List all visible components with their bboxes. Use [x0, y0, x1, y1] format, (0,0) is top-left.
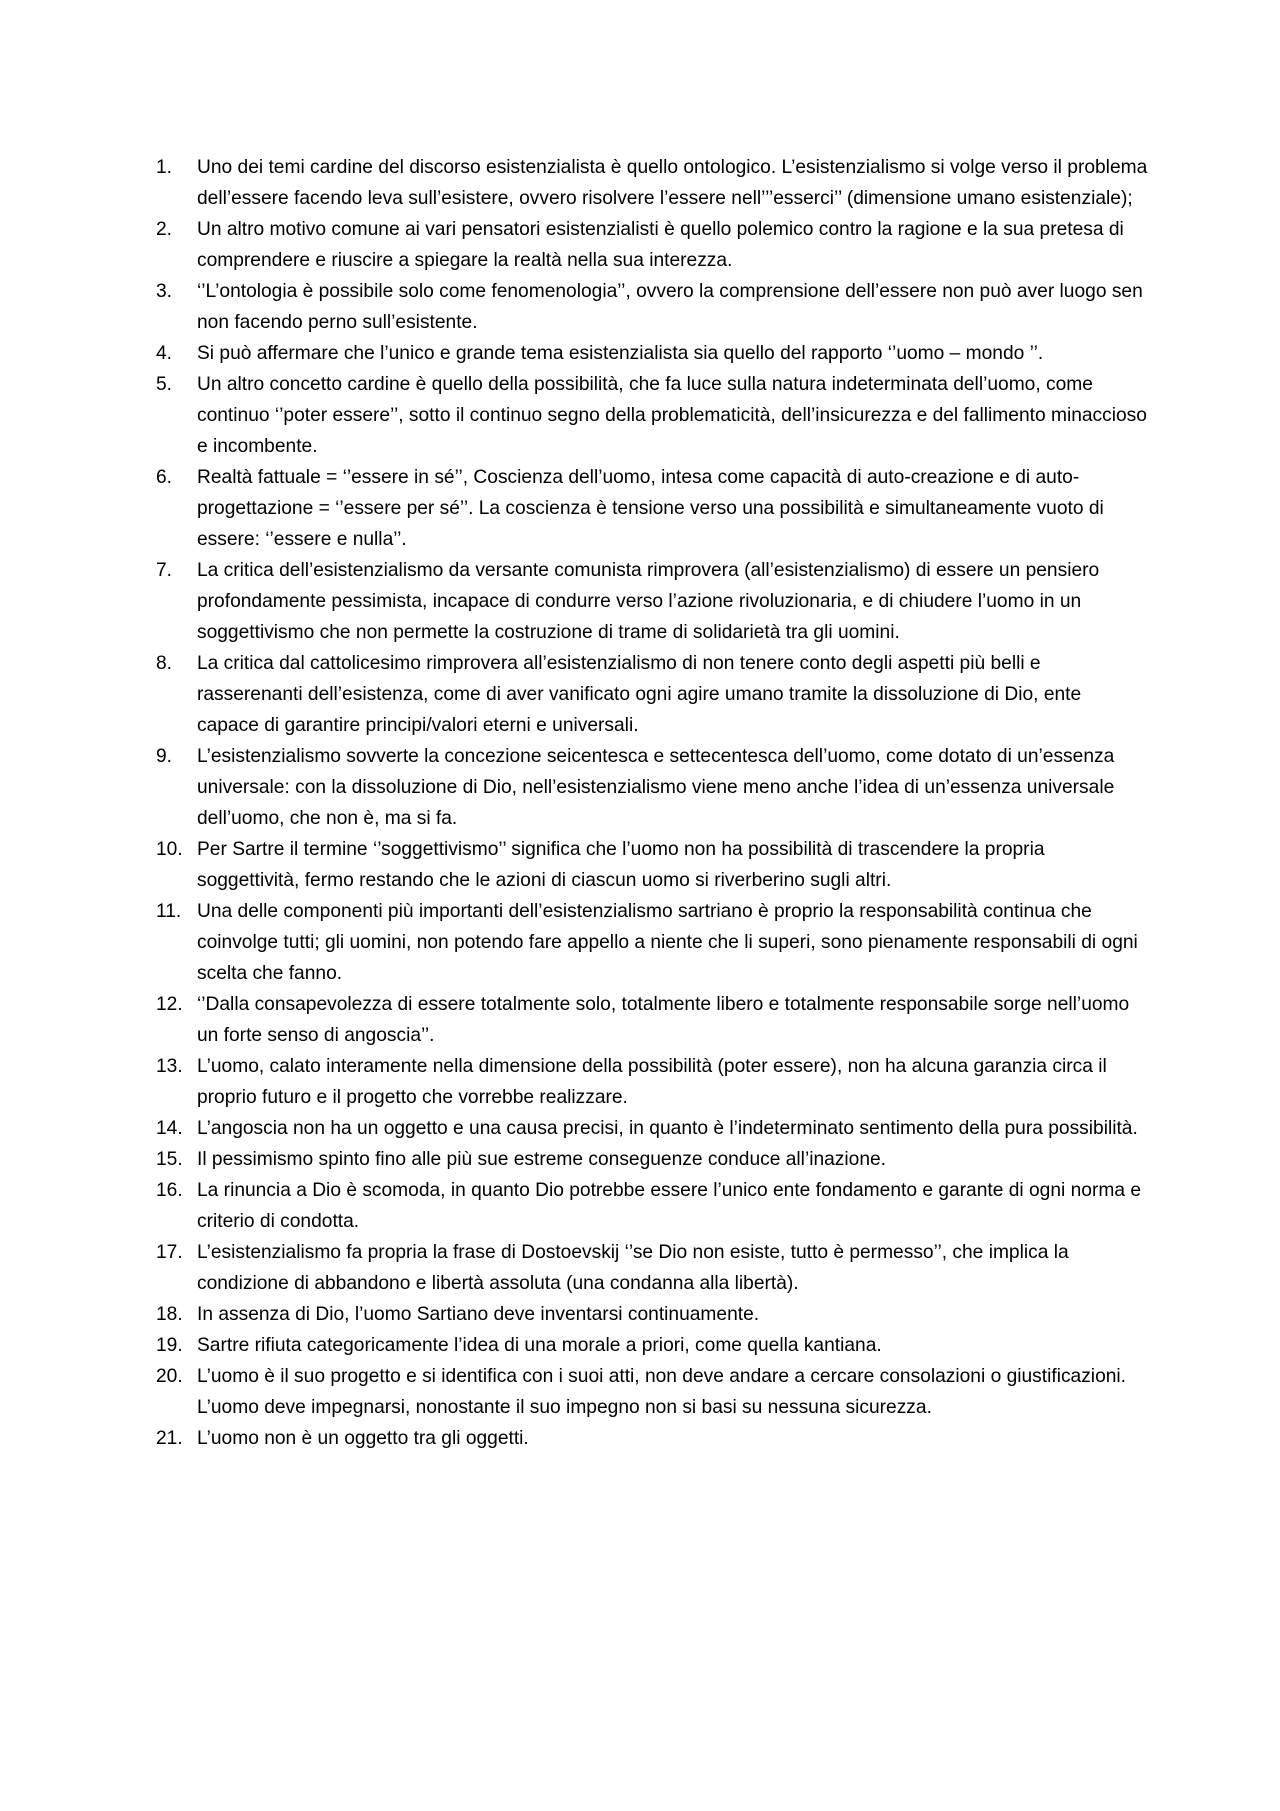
item-text: Un altro concetto cardine è quello della possibilità, che fa luce sulla natura indeterminata dell’uomo, come continuo ‘’poter essere’’, sotto il continuo segno della problematicità, dell’insicurezza e del fallimento minaccioso e incombente. [197, 374, 1147, 457]
list-item [156, 276, 1156, 338]
item-number: 21. [156, 1428, 183, 1449]
item-number: 7. [156, 560, 173, 581]
list-item [156, 214, 1156, 276]
item-text: La critica dell’esistenzialismo da versante comunista rimprovera (all’esistenzialismo) di essere un pensiero profondamente pessimista, incapace di condurre verso l’azione rivoluzionaria, e di chiudere l’uomo in un soggettivismo che non permette la costruzione di trame di solidarietà tra gli uomini. [197, 560, 1100, 643]
item-number: 11. [156, 901, 182, 922]
item-number: 20. [156, 1366, 183, 1387]
item-number: 1. [156, 157, 173, 178]
item-number: 9. [156, 746, 173, 767]
item-number: 2. [156, 219, 173, 240]
item-text: Realtà fattuale = ‘’essere in sé’’, Coscienza dell’uomo, intesa come capacità di auto-creazione e di auto-progettazione = ‘’essere per sé’’. La coscienza è tensione verso una possibilità e simultaneamente vuoto di essere: ‘’essere e nulla’’. [197, 467, 1104, 550]
item-number: 17. [156, 1242, 183, 1263]
item-text: L’esistenzialismo fa propria la frase di Dostoevskij ‘’se Dio non esiste, tutto è permesso’’, che implica la condizione di abbandono e libertà assoluta (una condanna alla libertà). [197, 1242, 1069, 1294]
list-item [156, 834, 1156, 896]
list-item [156, 1361, 1156, 1423]
item-text: Sartre rifiuta categoricamente l’idea di una morale a priori, come quella kantiana. [197, 1335, 882, 1356]
item-number: 6. [156, 467, 173, 488]
list-item [156, 1175, 1156, 1237]
item-text: Una delle componenti più importanti dell’esistenzialismo sartriano è proprio la responsabilità continua che coinvolge tutti; gli uomini, non potendo fare appello a niente che li superi, sono pienamente responsabili di ogni scelta che fanno. [197, 901, 1138, 984]
item-text: ‘’L’ontologia è possibile solo come fenomenologia’’, ovvero la comprensione dell’essere non può aver luogo sen non facendo perno sull’esistente. [197, 281, 1143, 333]
item-text: ‘’Dalla consapevolezza di essere totalmente solo, totalmente libero e totalmente responsabile sorge nell’uomo un forte senso di angoscia’’. [197, 994, 1130, 1046]
item-text: Il pessimismo spinto fino alle più sue estreme conseguenze conduce all’inazione. [197, 1149, 887, 1170]
list-item [156, 1144, 1156, 1175]
list-item [156, 1113, 1156, 1144]
item-number: 10. [156, 839, 183, 860]
item-text: La rinuncia a Dio è scomoda, in quanto Dio potrebbe essere l’unico ente fondamento e garante di ogni norma e criterio di condotta. [197, 1180, 1141, 1232]
item-text: L’uomo è il suo progetto e si identifica con i suoi atti, non deve andare a cercare consolazioni o giustificazioni. L’uomo deve impegnarsi, nonostante il suo impegno non si basi su nessuna sicurezza. [197, 1366, 1127, 1418]
item-text: L’uomo, calato interamente nella dimensione della possibilità (poter essere), non ha alcuna garanzia circa il proprio futuro e il progetto che vorrebbe realizzare. [197, 1056, 1107, 1108]
list-item [156, 1330, 1156, 1361]
item-number: 12. [156, 994, 183, 1015]
list-item [156, 1237, 1156, 1299]
item-number: 14. [156, 1118, 183, 1139]
item-text: L’uomo non è un oggetto tra gli oggetti. [197, 1428, 529, 1449]
list-item [156, 741, 1156, 834]
list-item [156, 1299, 1156, 1330]
numbered-list [156, 152, 1156, 1454]
item-text: L’esistenzialismo sovverte la concezione seicentesca e settecentesca dell’uomo, come dotato di un’essenza universale: con la dissoluzione di Dio, nell’esistenzialismo viene meno anche l’idea di un’essenza universale dell’uomo, che non è, ma si fa. [197, 746, 1115, 829]
list-item [156, 648, 1156, 741]
item-number: 5. [156, 374, 173, 395]
list-item [156, 152, 1156, 214]
list-item [156, 338, 1156, 369]
item-number: 15. [156, 1149, 183, 1170]
item-text: Uno dei temi cardine del discorso esistenzialista è quello ontologico. L’esistenzialismo si volge verso il problema dell’essere facendo leva sull’esistere, ovvero risolvere l’essere nell’’’esserci’’ (dimensione umano esistenziale); [197, 157, 1148, 209]
item-number: 4. [156, 343, 173, 364]
item-text: Per Sartre il termine ‘’soggettivismo’’ significa che l’uomo non ha possibilità di trascendere la propria soggettività, fermo restando che le azioni di ciascun uomo si riverberino sugli altri. [197, 839, 1045, 891]
item-number: 13. [156, 1056, 183, 1077]
item-number: 18. [156, 1304, 183, 1325]
list-item [156, 896, 1156, 989]
list-item [156, 555, 1156, 648]
list-item [156, 1051, 1156, 1113]
list-item [156, 462, 1156, 555]
item-number: 16. [156, 1180, 183, 1201]
list-item [156, 989, 1156, 1051]
item-text: L’angoscia non ha un oggetto e una causa precisi, in quanto è l’indeterminato sentimento della pura possibilità. [197, 1118, 1138, 1139]
item-number: 19. [156, 1335, 183, 1356]
list-item [156, 1423, 1156, 1454]
item-number: 3. [156, 281, 173, 302]
item-text: La critica dal cattolicesimo rimprovera all’esistenzialismo di non tenere conto degli aspetti più belli e rasserenanti dell’esistenza, come di aver vanificato ogni agire umano tramite la dissoluzione di Dio, ente capace di garantire principi/valori eterni e universali. [197, 653, 1082, 736]
item-number: 8. [156, 653, 173, 674]
item-text: In assenza di Dio, l’uomo Sartiano deve inventarsi continuamente. [197, 1304, 760, 1325]
list-item [156, 369, 1156, 462]
item-text: Si può affermare che l’unico e grande tema esistenzialista sia quello del rapporto ‘’uomo – mondo ’’. [197, 343, 1044, 364]
item-text: Un altro motivo comune ai vari pensatori esistenzialisti è quello polemico contro la ragione e la sua pretesa di comprendere e riuscire a spiegare la realtà nella sua interezza. [197, 219, 1124, 271]
